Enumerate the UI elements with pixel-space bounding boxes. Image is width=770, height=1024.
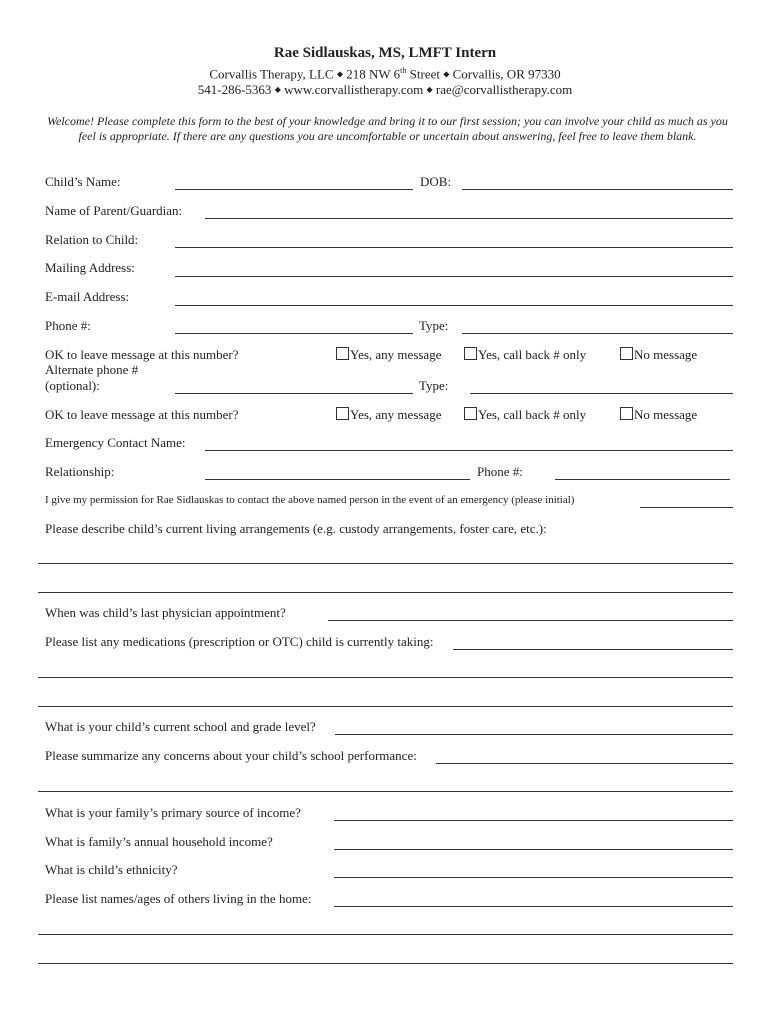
checkbox-icon[interactable]	[464, 407, 477, 420]
no-message-checkbox[interactable]: No message	[620, 347, 697, 363]
initials-field[interactable]	[640, 507, 733, 508]
living-label: Please describe child’s current living arrangements (e.g. custody arrangements, foster care, etc.):	[45, 521, 547, 536]
emergency-name-label: Emergency Contact Name:	[45, 435, 186, 450]
email-label: E-mail Address:	[45, 289, 130, 304]
contact-line: 541-286-5363 ◆ www.corvallistherapy.com ◆ rae@corvallistherapy.com	[197, 82, 573, 97]
yes-any-message-checkbox[interactable]: Yes, any message	[336, 347, 441, 363]
type-field[interactable]	[462, 333, 733, 334]
emergency-phone-label: Phone #:	[477, 464, 523, 479]
checkbox-icon[interactable]	[336, 407, 349, 420]
medications-label: Please list any medications (prescription or OTC) child is currently taking:	[45, 634, 434, 649]
physician-label: When was child’s last physician appointment?	[45, 605, 286, 620]
mailing-label: Mailing Address:	[45, 260, 135, 275]
checkbox-icon[interactable]	[336, 347, 349, 360]
ethnicity-field[interactable]	[334, 877, 733, 878]
diamond-icon: ◆	[426, 85, 433, 94]
yes-callback-checkbox[interactable]: Yes, call back # only	[464, 347, 586, 363]
relation-label: Relation to Child:	[45, 232, 139, 247]
living-line-2[interactable]	[38, 592, 733, 593]
mailing-field[interactable]	[175, 276, 733, 277]
ok-message-label-2: OK to leave message at this number?	[45, 407, 239, 422]
type-field-2[interactable]	[470, 393, 733, 394]
medications-field[interactable]	[453, 649, 733, 650]
email-field[interactable]	[175, 305, 733, 306]
physician-field[interactable]	[328, 620, 733, 621]
living-line-1[interactable]	[38, 563, 733, 564]
emergency-phone-field[interactable]	[555, 479, 730, 480]
income-annual-label: What is family’s annual household income?	[45, 834, 273, 849]
relationship-label: Relationship:	[45, 464, 115, 479]
income-source-label: What is your family’s primary source of income?	[45, 805, 301, 820]
checkbox-icon[interactable]	[464, 347, 477, 360]
phone-field[interactable]	[175, 333, 413, 334]
ethnicity-label: What is child’s ethnicity?	[45, 862, 178, 877]
type-label: Type:	[419, 318, 449, 333]
income-source-field[interactable]	[334, 820, 733, 821]
permission-text: I give my permission for Rae Sidlauskas to contact the above named person in the event of an emergency (please initial)	[45, 494, 575, 506]
no-message-checkbox-2[interactable]: No message	[620, 407, 697, 423]
dob-field[interactable]	[462, 189, 733, 190]
diamond-icon: ◆	[443, 69, 450, 79]
school-concerns-label: Please summarize any concerns about your child’s school performance:	[45, 748, 417, 763]
diamond-icon: ◆	[274, 85, 281, 94]
page-title: Rae Sidlauskas, MS, LMFT Intern	[273, 45, 497, 61]
others-home-line-1[interactable]	[38, 934, 733, 935]
school-concerns-field[interactable]	[436, 763, 733, 764]
checkbox-icon[interactable]	[620, 407, 633, 420]
type-label-2: Type:	[419, 378, 449, 393]
school-label: What is your child’s current school and grade level?	[45, 719, 316, 734]
relationship-field[interactable]	[205, 479, 470, 480]
parent-label: Name of Parent/Guardian:	[45, 203, 183, 218]
childs-name-label: Child’s Name:	[45, 174, 121, 189]
others-home-line-2[interactable]	[38, 963, 733, 964]
diamond-icon: ◆	[336, 69, 343, 79]
school-concerns-line[interactable]	[38, 791, 733, 792]
yes-any-message-checkbox-2[interactable]: Yes, any message	[336, 407, 441, 423]
emergency-name-field[interactable]	[205, 450, 733, 451]
ok-message-label: OK to leave message at this number?	[45, 347, 239, 362]
yes-callback-checkbox-2[interactable]: Yes, call back # only	[464, 407, 586, 423]
alt-phone-label: Alternate phone #	[45, 362, 139, 377]
alt-phone-field[interactable]	[175, 393, 413, 394]
income-annual-field[interactable]	[334, 849, 733, 850]
others-home-field[interactable]	[334, 906, 733, 907]
parent-field[interactable]	[205, 218, 733, 219]
address-line: Corvallis Therapy, LLC ◆ 218 NW 6th Street ◆ Corvallis, OR 97330	[209, 66, 561, 82]
others-home-label: Please list names/ages of others living in the home:	[45, 891, 312, 906]
checkbox-icon[interactable]	[620, 347, 633, 360]
childs-name-field[interactable]	[175, 189, 413, 190]
medications-line-2[interactable]	[38, 706, 733, 707]
relation-field[interactable]	[175, 247, 733, 248]
alt-phone-optional-label: (optional):	[45, 378, 100, 393]
intro-text: Welcome! Please complete this form to the best of your knowledge and bring it to our first session; you can involve your child as much as you feel is appropriate. If there are any questions you are uncomfortable or uncertain about answering, feel free to leave them blank.	[47, 114, 728, 143]
dob-label: DOB:	[420, 174, 452, 189]
school-field[interactable]	[335, 734, 733, 735]
medications-line-1[interactable]	[38, 677, 733, 678]
phone-label: Phone #:	[45, 318, 91, 333]
